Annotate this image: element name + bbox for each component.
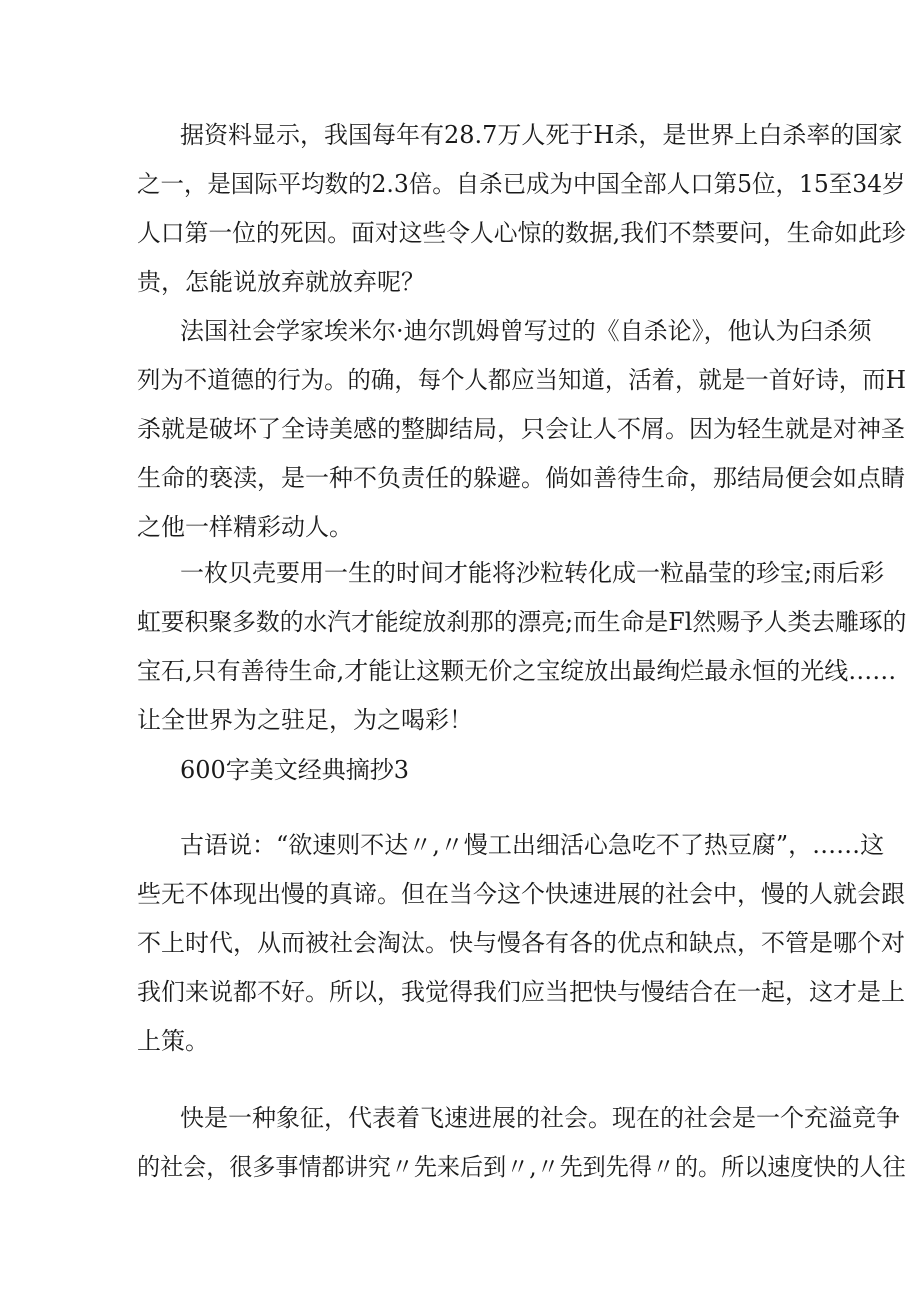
text-line: 据资料显示，我国每年有28.7万人死于H杀，是世界上白杀率的国家	[180, 121, 903, 149]
text-line: 生命的亵渎，是一种不负责任的躲避。倘如善待生命，那结局便会如点睛	[137, 464, 905, 492]
text-line: 不上时代，从而被社会淘汰。快与慢各有各的优点和缺点，不管是哪个对	[137, 929, 905, 957]
text-line: 让全世界为之驻足，为之喝彩！	[137, 706, 473, 734]
text-line: 些无不体现出慢的真谛。但在当今这个快速进展的社会中，慢的人就会跟	[137, 880, 905, 908]
text-line: 法国社会学家埃米尔·迪尔凯姆曾写过的《自杀论》，他认为臼杀须	[180, 317, 872, 345]
text-line: 之一，是国际平均数的2.3倍。自杀已成为中国全部人口第5位，15至34岁	[137, 170, 906, 198]
text-line: 列为不道德的行为。的确，每个人都应当知道，活着，就是一首好诗，而H	[137, 366, 906, 394]
text-line: 杀就是破坏了全诗美感的整脚结局，只会让人不屑。因为轻生就是对神圣	[137, 415, 905, 443]
text-line: 之他一样精彩动人。	[137, 513, 353, 541]
text-line: 人口第一位的死因。面对这些令人心惊的数据,我们不禁要问，生命如此珍	[137, 219, 906, 247]
text-line: 快是一种象征，代表着飞速进展的社会。现在的社会是一个充溢竞争	[180, 1104, 900, 1132]
text-line: 贵，怎能说放弃就放弃呢？	[137, 268, 425, 296]
heading-text: 600字美文经典摘抄3	[180, 756, 410, 784]
text-line: 我们来说都不好。所以，我觉得我们应当把快与慢结合在一起，这才是上	[137, 978, 905, 1006]
text-line: 宝石,只有善待生命,才能让这颗无价之宝绽放出最绚烂最永恒的光线……	[137, 657, 897, 685]
text-line: 虹要积聚多数的水汽才能绽放刹那的漂亮;而生命是Fl然赐予人类去雕琢的	[137, 608, 907, 636]
text-line: 上策。	[137, 1027, 209, 1055]
text-line: 一枚贝壳要用一生的时间才能将沙粒转化成一粒晶莹的珍宝;雨后彩	[180, 559, 885, 587]
text-line: 的社会，很多事情都讲究〃先来后到〃,〃先到先得〃的。所以速度快的人往	[137, 1153, 906, 1181]
text-line: 古语说：“欲速则不达〃,〃慢工出细活心急吃不了热豆腐”，……这	[180, 831, 885, 859]
